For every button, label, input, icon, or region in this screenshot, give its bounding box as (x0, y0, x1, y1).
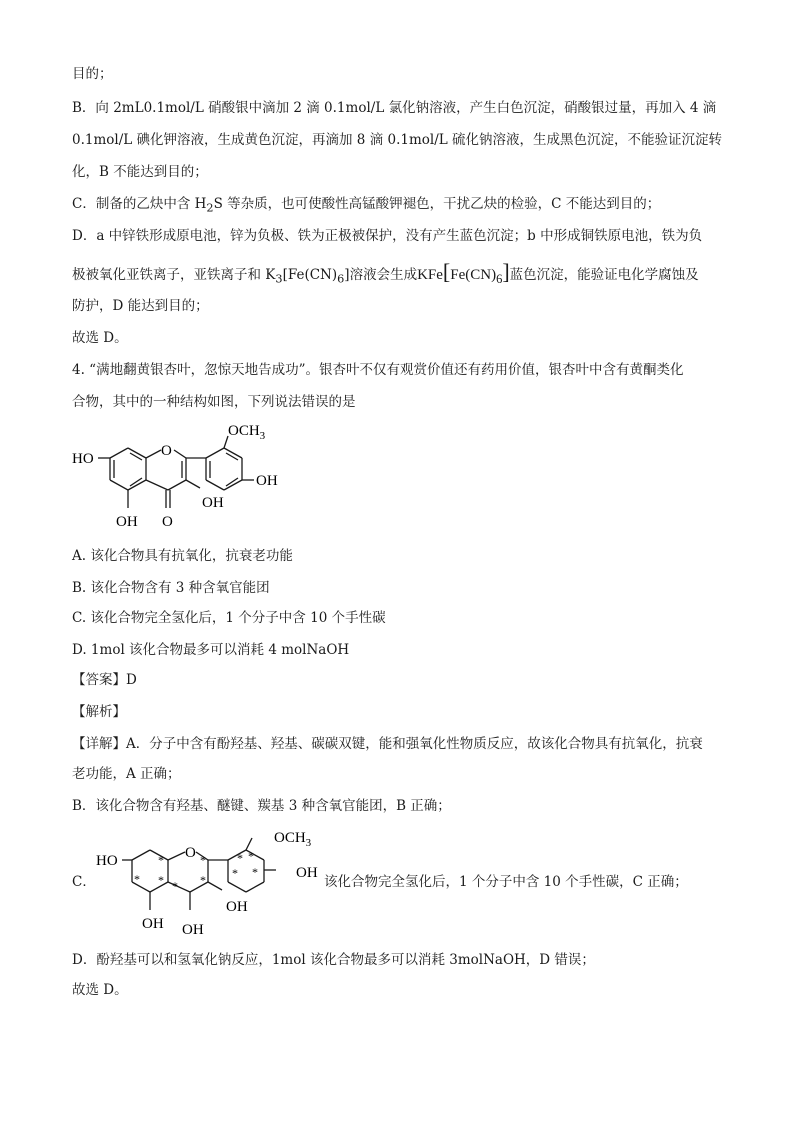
formula-kfe: KFe (417, 267, 443, 283)
mol1-ring-o: O (161, 443, 172, 459)
line7-formula: $KFe[Fe(CN)_6]$ (417, 259, 510, 286)
chiral-star-9: * (252, 865, 258, 879)
mol1-och3 (228, 423, 266, 442)
text-line-2: B．向 2mL0.1mol/L 硝酸银中滴加 2 滴 0.1mol/L 氯化钠溶液，产生白色沉淀，硝酸银过量，再加入 4 滴 (72, 100, 717, 116)
flavonoid-structure (68, 420, 308, 538)
mol2-oh-bottom2: OH (182, 922, 204, 938)
mol1-och3-sub: 3 (259, 430, 266, 442)
option-c: C. 该化合物完全氢化后，1 个分子中含 10 个手性碳 (72, 610, 386, 626)
hydrogenated-structure (92, 822, 328, 940)
option-d: D. 1mol 该化合物最多可以消耗 4 molNaOH (72, 642, 350, 658)
detail-line-1: 【详解】A．分子中含有酚羟基、羟基、碳碳双键，能和强氧化性物质反应，故该化合物具有抗氧化，抗衰 (72, 736, 703, 752)
text-line-6: D．a 中锌铁形成原电池，锌为负极、铁为正极被保护，没有产生蓝色沉淀；b 中形成铜铁原电池，铁为负 (72, 228, 703, 244)
mol1-oh-right: OH (256, 473, 278, 489)
chiral-star-6: * (200, 873, 206, 887)
option-b: B. 该化合物含有 3 种含氧官能团 (72, 580, 270, 596)
text-line-8: 防护，D 能达到目的； (72, 298, 209, 314)
text-line-7 (72, 259, 699, 290)
question-4-line-1: 4. “满地翻黄银杏叶，忽惊天地告成功”。银杏叶不仅有观赏价值还有药用价值，银杏叶中含有黄酮类化 (72, 362, 684, 378)
chiral-star-5: * (200, 853, 206, 867)
detail-c-text: 该化合物完全氢化后，1 个分子中含 10 个手性碳，C 正确； (324, 874, 688, 890)
line7-sub2: 6 (337, 272, 345, 286)
text-line-1: 目的； (72, 66, 113, 82)
mol2-oh-right: OH (296, 865, 318, 881)
final-answer: 故选 D。 (72, 982, 128, 998)
line7-part-c: ]溶液会生成 (344, 267, 418, 283)
mol2-ring-o: O (185, 845, 196, 861)
formula-fecn: Fe(CN) (450, 267, 497, 283)
option-a: A. 该化合物具有抗氧化，抗衰老功能 (72, 548, 293, 564)
analysis-label: 【解析】 (72, 704, 126, 720)
line5-part-a: C．制备的乙炔中含 H (72, 196, 207, 212)
formula-sub: 6 (496, 272, 503, 286)
chiral-star-10: * (237, 851, 243, 865)
line5-sub: 2 (206, 201, 214, 215)
detail-line-2: 老功能，A 正确； (72, 766, 181, 782)
mol1-och3-o: OCH (228, 423, 260, 439)
answer-label: 【答案】D (72, 672, 137, 688)
question-4-line-2: 合物，其中的一种结构如图，下列说法错误的是 (72, 394, 356, 410)
text-line-3: 0.1mol/L 碘化钾溶液，生成黄色沉淀，再滴加 8 滴 0.1mol/L 硫化钠溶液，生成黑色沉淀，不能验证沉淀转 (72, 132, 723, 148)
text-line-5 (72, 194, 660, 219)
text-line-9: 故选 D。 (72, 330, 128, 346)
mol2-och3-o: OCH (274, 830, 306, 846)
mol2-oh-bottom1: OH (142, 916, 164, 932)
mol2-och3-sub: 3 (305, 837, 312, 849)
text-line-4: 化，B 不能达到目的； (72, 164, 208, 180)
line7-part-a: 极被氧化亚铁离子，亚铁离子和 K (72, 267, 276, 283)
chiral-star-7: * (232, 866, 238, 880)
chiral-star-3: * (158, 873, 164, 887)
mol2-och3 (274, 830, 312, 849)
detail-c-label: C． (72, 874, 96, 890)
mol1-oh-bottom: OH (116, 514, 138, 530)
mol1-carbonyl-o: O (162, 514, 173, 530)
detail-line-3: B．该化合物含有羟基、醚键、羰基 3 种含氧官能团，B 正确； (72, 798, 451, 814)
chiral-star-2: * (158, 853, 164, 867)
line5-part-b: S 等杂质，也可使酸性高锰酸钾褪色，干扰乙炔的检验，C 不能达到目的； (213, 196, 661, 212)
chiral-star-1: * (134, 872, 140, 886)
mol2-ho-left: HO (96, 853, 118, 869)
line7-sub1: 3 (275, 272, 283, 286)
chiral-star-8: * (248, 849, 254, 863)
mol1-ho-left: HO (72, 451, 94, 467)
mol1-oh-mid: OH (202, 495, 224, 511)
detail-d: D．酚羟基可以和氢氧化钠反应，1mol 该化合物最多可以消耗 3molNaOH，D 错误； (72, 952, 595, 968)
mol2-oh-mid: OH (226, 899, 248, 915)
line7-part-b: [Fe(CN) (282, 267, 338, 283)
chiral-star-4: * (172, 879, 178, 893)
line7-part-d: 蓝色沉淀，能验证电化学腐蚀及 (509, 267, 699, 283)
